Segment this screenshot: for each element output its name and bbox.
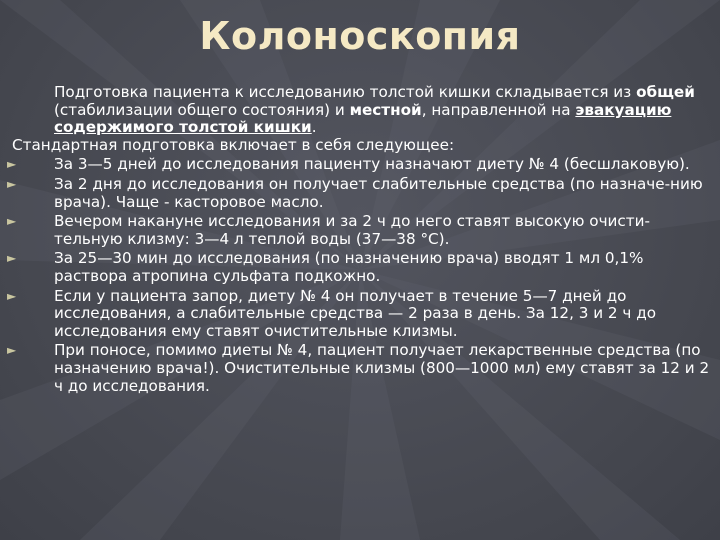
- bullet-arrow-icon: ►: [7, 214, 17, 229]
- list-item-text: Если у пациента запор, диету № 4 он получает в течение 5—7 дней до исследования, а слабительные средства — 2 раза в день. За 12, 3 и 2 ч до исследования ему ставят очистительные клизмы.: [54, 286, 657, 340]
- intro-text-1: Подготовка пациента к исследованию толстой кишки складывается из: [54, 83, 637, 101]
- intro-paragraph: [12, 84, 712, 137]
- bullet-arrow-icon: ►: [7, 176, 17, 191]
- list-item-text: За 25—30 мин до исследования (по назначению врача) вводят 1 мл 0,1% раствора атропина сульфата подкожно.: [54, 249, 644, 285]
- bullet-arrow-icon: ►: [7, 288, 17, 303]
- list-item: [7, 155, 712, 174]
- list-item: [7, 286, 712, 341]
- slide-body: [7, 83, 712, 395]
- list-item-text: Вечером накануне исследования и за 2 ч до него ставят высокую очисти-тельную клизму: 3—4 л теплой воды (37—38 °С).: [54, 212, 650, 248]
- slide-title: Колоноскопия: [199, 14, 521, 58]
- intro-text-2: (стабилизации общего состояния) и: [54, 100, 350, 119]
- list-item: [7, 212, 712, 248]
- list-item-text: За 3—5 дней до исследования пациенту назначают диету № 4 (бесшлаковую).: [54, 155, 690, 174]
- standard-prep-heading: Стандартная подготовка включает в себя следующее:: [12, 135, 455, 154]
- intro-bold-local: местной: [349, 100, 422, 119]
- list-item-text: При поносе, помимо диеты № 4, пациент получает лекарственные средства (по назначению врача!). Очистительные клизмы (800—1000 мл) ему ставят за 12 и 2 ч до исследования.: [54, 341, 710, 395]
- bullet-arrow-icon: ►: [7, 251, 17, 266]
- list-item-text: За 2 дня до исследования он получает слабительные средства (по назначе-нию врача). Чаще - касторовое масло.: [54, 174, 703, 211]
- intro-underlined-evacuation: эвакуацию содержимого толстой кишки: [54, 100, 672, 137]
- intro-text-3: , направленной на: [421, 100, 576, 119]
- intro-bold-general: общей: [636, 83, 695, 101]
- list-item: [7, 174, 712, 211]
- prep-steps-list: [7, 155, 712, 395]
- bullet-arrow-icon: ►: [7, 157, 17, 172]
- list-item: [7, 341, 712, 395]
- intro-text-4: .: [311, 118, 317, 137]
- bullet-arrow-icon: ►: [7, 343, 17, 358]
- list-item: [7, 249, 712, 285]
